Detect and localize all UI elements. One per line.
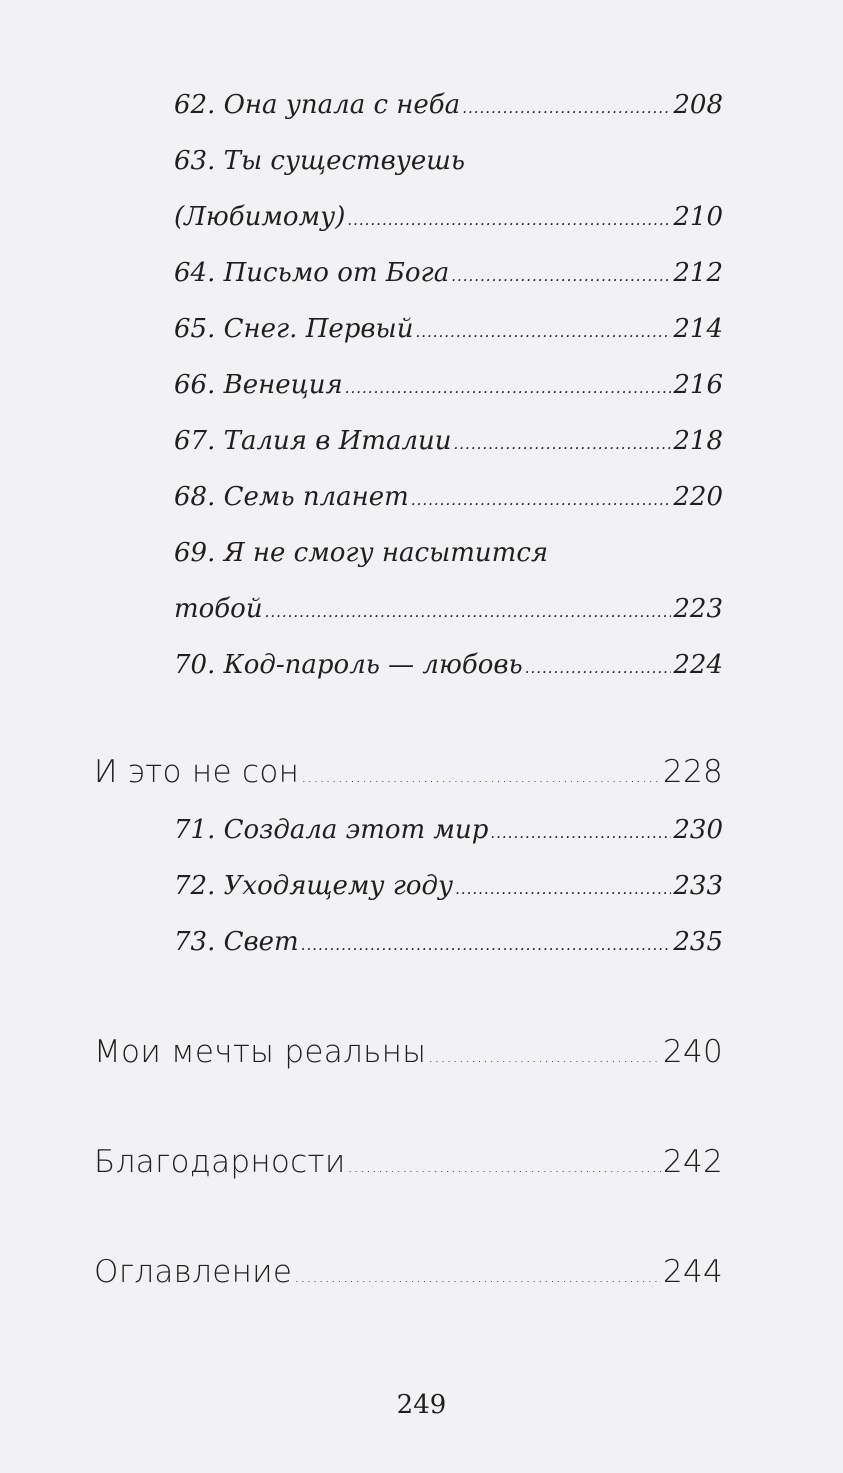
toc-leader-dots [348,1157,661,1176]
toc-entry-65 [174,314,723,344]
toc-leader-dots [345,379,672,397]
page-number: 249 [396,1390,447,1420]
toc-entry-70 [174,650,723,680]
toc-section-thanks [94,1144,723,1180]
toc-leader-dots [265,603,672,621]
toc-entry-63 [174,202,723,232]
toc-entry-page: 223 [673,594,723,624]
toc-entry-page: 230 [673,815,723,845]
toc-section-page: 228 [662,754,723,790]
toc-entry-title: 70. Код-пароль — любовь [174,650,523,680]
toc-entry-64 [174,258,723,288]
toc-entry-page: 210 [673,202,723,232]
toc-entry-68 [174,482,723,512]
toc-entry-title: 64. Письмо от Бога [174,258,450,288]
toc-section-page: 242 [662,1144,723,1180]
toc-section-dreams-real [94,1034,723,1070]
toc-entry-page: 233 [673,871,723,901]
toc-entry-title: 71. Создала этот мир [174,815,489,845]
toc-section-title: Благодарности [94,1144,346,1180]
toc-section-page: 244 [662,1254,723,1290]
toc-entry-title: 73. Свет [174,927,299,957]
toc-entry-title: тобой [174,594,263,624]
toc-leader-dots [490,824,671,842]
toc-entry-71 [174,815,723,845]
toc-entry-title: 67. Талия в Италии [174,426,452,456]
toc-entry-title: 68. Семь планет [174,482,409,512]
toc-entry-title: 62. Она упала с неба [174,90,461,120]
toc-entry-page: 214 [673,314,723,344]
toc-entry-title: 65. Снег. Первый [174,314,414,344]
toc-entry-66 [174,370,723,400]
toc-entry-page: 218 [673,426,723,456]
toc-section-contents [94,1254,723,1290]
toc-section-title: И это не сон [94,754,300,790]
toc-entry-62 [174,90,723,120]
toc-entry-page: 208 [673,90,723,120]
toc-leader-dots [294,1267,661,1286]
toc-leader-dots [451,267,671,285]
toc-leader-dots [301,767,661,786]
toc-entry-title: (Любимому) [174,202,346,232]
toc-leader-dots [411,491,672,509]
toc-section-title: Мои мечты реальны [94,1034,427,1070]
toc-leader-dots [347,211,671,229]
toc-leader-dots [301,936,672,954]
toc-section-page: 240 [662,1034,723,1070]
toc-entry-title: 72. Уходящему году [174,871,454,901]
toc-entry-page: 212 [673,258,723,288]
toc-entry-page: 220 [673,482,723,512]
toc-entry-69 [174,594,723,624]
toc-leader-dots [428,1047,661,1066]
toc-entry-page: 235 [673,927,723,957]
toc-entry-page: 224 [673,650,723,680]
toc-entry-72 [174,871,723,901]
toc-leader-dots [415,323,671,341]
toc-section-dream [94,754,723,790]
toc-entry-title: 66. Венеция [174,370,343,400]
toc-entry-73 [174,927,723,957]
toc-leader-dots [462,99,671,117]
toc-leader-dots [455,880,671,898]
toc-section-title: Оглавление [94,1254,293,1290]
toc-entry-67 [174,426,723,456]
toc-entry-63-line1: 63. Ты существуешь [174,146,466,176]
toc-entry-page: 216 [673,370,723,400]
toc-entry-69-line1: 69. Я не смогу насытится [174,538,549,568]
toc-leader-dots [525,659,672,677]
toc-leader-dots [454,435,672,453]
